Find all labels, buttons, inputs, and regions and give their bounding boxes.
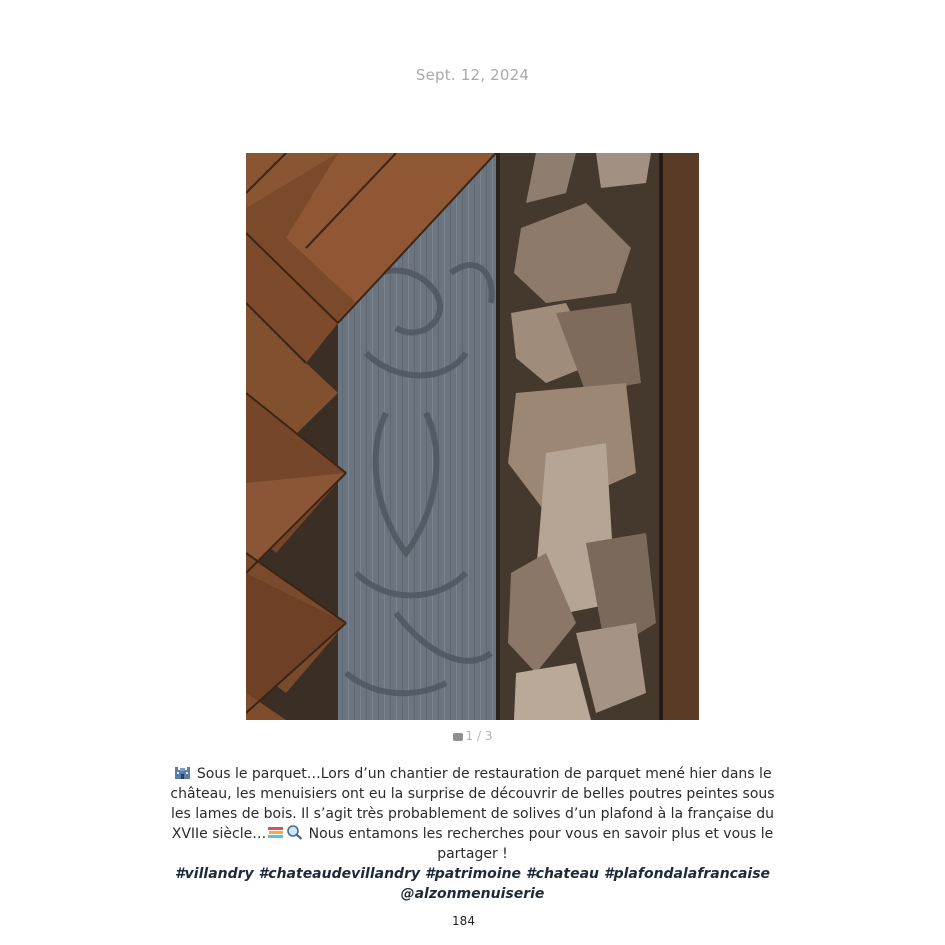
photo-index: 1: [465, 729, 474, 743]
photo-counter-separator: /: [476, 729, 482, 743]
post-photo[interactable]: [246, 153, 699, 720]
caption-hashtags[interactable]: #villandry #chateaudevillandry #patrimoine #chateau #plafondalafrancaise: [174, 866, 771, 882]
page-number: 184: [452, 914, 475, 928]
books-emoji: [267, 825, 284, 840]
magnifier-emoji: [286, 825, 303, 840]
caption-mention[interactable]: @alzonmenuiserie: [400, 886, 545, 902]
photo-icon: [453, 733, 463, 741]
photo-counter: [0, 729, 945, 743]
photo-total: 3: [484, 729, 493, 743]
post-date: Sept. 12, 2024: [415, 66, 530, 84]
photo-artwork: [246, 153, 699, 720]
caption-text-main: Sous le parquet…Lors d’un chantier de restauration de parquet mené hier dans le château, les menuisiers ont eu la surprise de découvrir de belles poutres peintes sous les lames de bois. Il s’agit très probablement de solives d’un plafond à la française du XVIIe siècle…: [170, 766, 775, 842]
castle-emoji: [174, 765, 191, 780]
caption-text-end: Nous entamons les recherches pour vous en savoir plus et vous le partager !: [304, 826, 774, 862]
post-caption: [160, 764, 785, 904]
